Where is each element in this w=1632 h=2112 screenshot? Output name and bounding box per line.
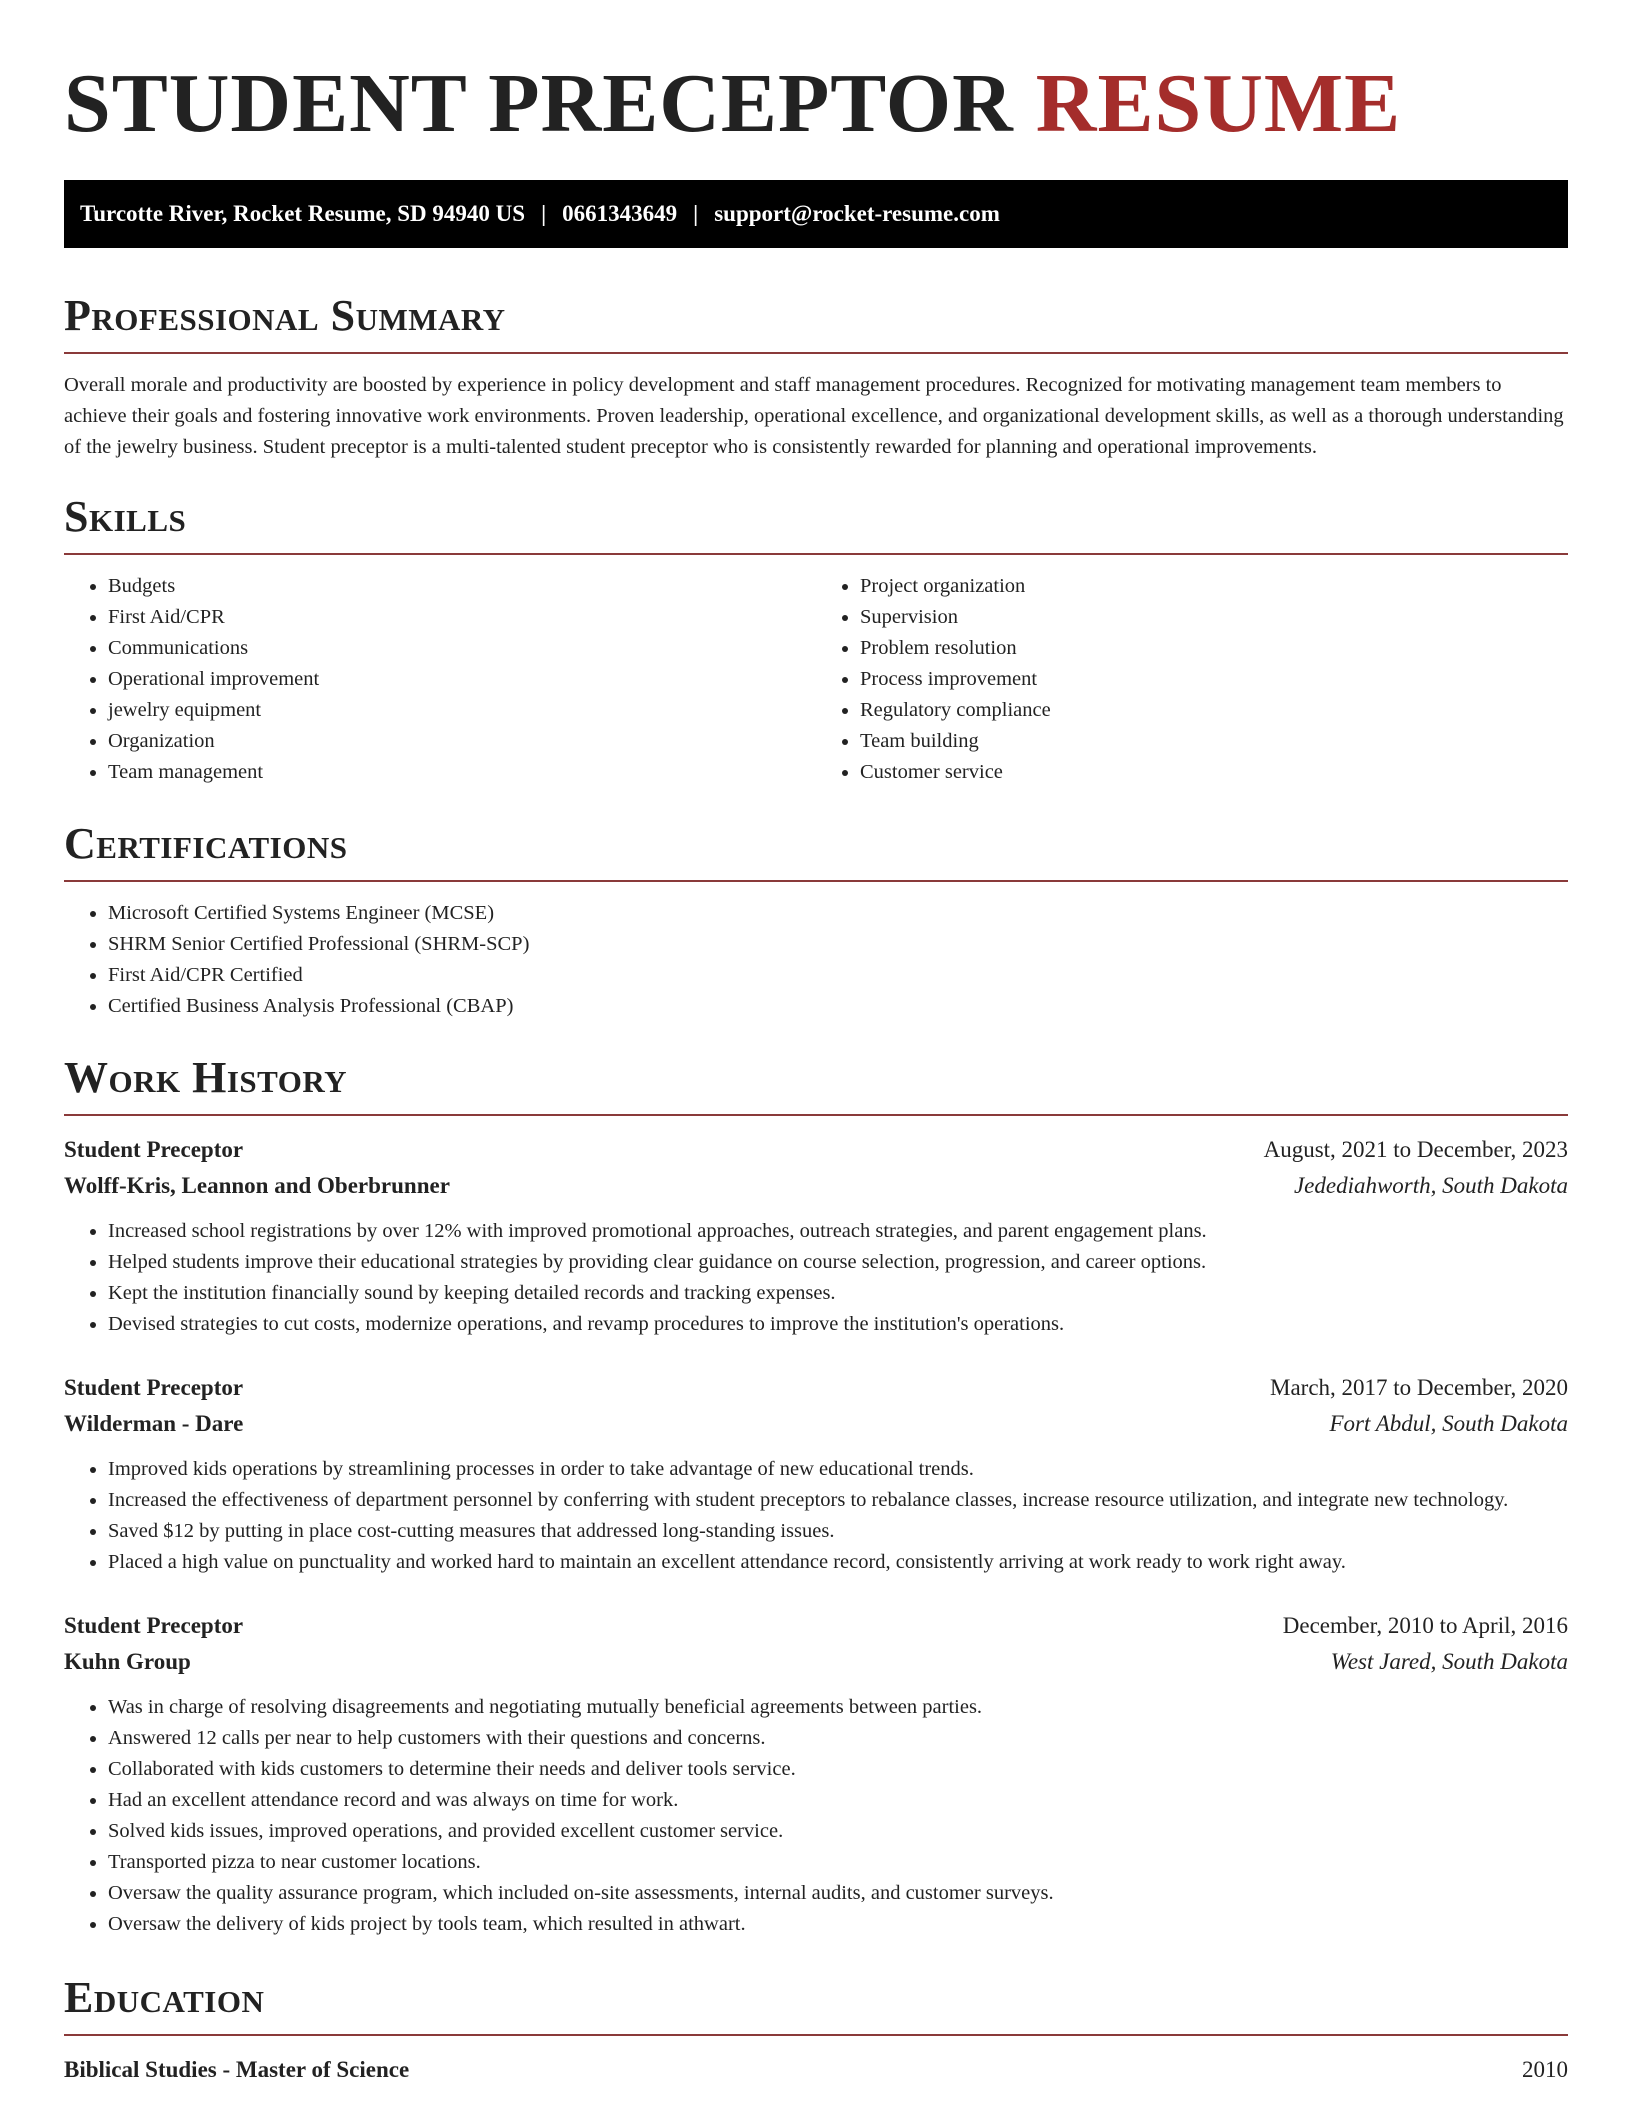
job-company: Wolff-Kris, Leannon and Oberbrunner <box>64 1173 450 1198</box>
job-bullet: • Oversaw the delivery of kids project by tools team, which resulted in athwart. <box>108 1909 1568 1940</box>
job-company: Kuhn Group <box>64 1649 191 1674</box>
job-bullet: • Had an excellent attendance record and was always on time for work. <box>108 1785 1568 1816</box>
skill-item: • First Aid/CPR <box>108 602 816 633</box>
contact-email: support@rocket-resume.com <box>714 201 1000 226</box>
job-bullet: • Collaborated with kids customers to determine their needs and deliver tools service. <box>108 1754 1568 1785</box>
skill-item: • Budgets <box>108 571 816 602</box>
job-header-row <box>64 1370 1568 1406</box>
job-bullet: • Kept the institution financially sound by keeping detailed records and tracking expenses. <box>108 1278 1568 1309</box>
contact-address: Turcotte River, Rocket Resume, SD 94940 US <box>80 201 526 226</box>
job-company-row <box>64 1644 1568 1680</box>
job-bullets <box>64 1692 1568 1940</box>
section-heading-skills: Skills <box>64 492 187 541</box>
summary-section <box>64 288 1568 463</box>
job-bullet: • Placed a high value on punctuality and worked hard to maintain an excellent attendance record, consistently arriving at work ready to work right away. <box>108 1547 1568 1578</box>
summary-text: Overall morale and productivity are boosted by experience in policy development and staff management procedures. Recognized for motivating management team members to achieve their goals and fostering innovative work environments. Proven leadership, operational excellence, and organizational development skills, as well as a thorough understanding of the jewelry business. Student preceptor is a multi-talented student preceptor who is consistently rewarded for planning and operational improvements. <box>64 374 1564 458</box>
contact-phone: 0661343649 <box>562 201 678 226</box>
job-bullet: • Helped students improve their educational strategies by providing clear guidance on course selection, progression, and career options. <box>108 1247 1568 1278</box>
title-main: STUDENT PRECEPTOR <box>64 57 1014 150</box>
job-dates: December, 2010 to April, 2016 <box>1282 1613 1568 1638</box>
job-title: Student Preceptor <box>64 1613 244 1638</box>
job-bullet: • Increased school registrations by over 12% with improved promotional approaches, outreach strategies, and parent engagement plans. <box>108 1216 1568 1247</box>
section-divider <box>64 553 1568 555</box>
section-divider <box>64 352 1568 354</box>
education-entry <box>64 2052 1568 2088</box>
job-entry <box>64 1608 1568 1940</box>
job-location: Fort Abdul, South Dakota <box>1329 1411 1568 1436</box>
job-bullets <box>64 1454 1568 1578</box>
skill-item: • Customer service <box>860 757 1568 788</box>
skill-item: • Team building <box>860 726 1568 757</box>
job-company-row <box>64 1406 1568 1442</box>
skill-item: • Project organization <box>860 571 1568 602</box>
certification-item: • First Aid/CPR Certified <box>108 960 1568 991</box>
skill-item: • Operational improvement <box>108 664 816 695</box>
job-company-row <box>64 1168 1568 1204</box>
certification-item: • Microsoft Certified Systems Engineer (MCSE) <box>108 898 1568 929</box>
skills-list-left <box>64 571 816 788</box>
section-heading-education: Education <box>64 1973 265 2022</box>
certification-item: • Certified Business Analysis Professional (CBAP) <box>108 991 1568 1022</box>
job-bullet: • Answered 12 calls per near to help customers with their questions and concerns. <box>108 1723 1568 1754</box>
contact-bar <box>64 180 1568 248</box>
skills-list-right <box>816 571 1568 788</box>
job-bullets <box>64 1216 1568 1340</box>
job-title: Student Preceptor <box>64 1375 244 1400</box>
skills-grid <box>64 571 1568 788</box>
skill-item: • Process improvement <box>860 664 1568 695</box>
section-heading-summary: Professional Summary <box>64 291 506 340</box>
skill-item: • Organization <box>108 726 816 757</box>
section-divider <box>64 880 1568 882</box>
job-bullet: • Saved $12 by putting in place cost-cutting measures that addressed long-standing issues. <box>108 1516 1568 1547</box>
certifications-section <box>64 816 1568 1022</box>
contact-separator: | <box>693 201 699 226</box>
job-entry <box>64 1370 1568 1578</box>
education-degree: Biblical Studies - Master of Science <box>64 2057 410 2082</box>
skill-item: • Regulatory compliance <box>860 695 1568 726</box>
skill-item: • Supervision <box>860 602 1568 633</box>
job-bullet: • Oversaw the quality assurance program, which included on-site assessments, internal audits, and customer surveys. <box>108 1878 1568 1909</box>
job-bullet: • Devised strategies to cut costs, modernize operations, and revamp procedures to improve the institution's operations. <box>108 1309 1568 1340</box>
job-title: Student Preceptor <box>64 1137 244 1162</box>
education-year: 2010 <box>1522 2057 1568 2082</box>
work-history-section <box>64 1050 1568 1940</box>
skill-item: • Problem resolution <box>860 633 1568 664</box>
section-divider <box>64 1114 1568 1116</box>
skill-item: • Communications <box>108 633 816 664</box>
job-entry <box>64 1132 1568 1340</box>
job-bullet: • Increased the effectiveness of department personnel by conferring with student preceptors to rebalance classes, increase resource utilization, and integrate new technology. <box>108 1485 1568 1516</box>
section-heading-work-history: Work History <box>64 1053 348 1102</box>
section-divider <box>64 2034 1568 2036</box>
skills-section <box>64 489 1568 788</box>
job-dates: August, 2021 to December, 2023 <box>1263 1137 1568 1162</box>
job-location: Jedediahworth, South Dakota <box>1293 1173 1568 1198</box>
resume-title <box>64 0 1568 152</box>
skill-item: • Team management <box>108 757 816 788</box>
skill-item: • jewelry equipment <box>108 695 816 726</box>
job-location: West Jared, South Dakota <box>1330 1649 1568 1674</box>
certifications-list <box>64 898 1568 1022</box>
title-accent: RESUME <box>1035 57 1402 150</box>
contact-separator: | <box>541 201 547 226</box>
job-bullet: • Improved kids operations by streamlining processes in order to take advantage of new educational trends. <box>108 1454 1568 1485</box>
job-header-row <box>64 1132 1568 1168</box>
job-company: Wilderman - Dare <box>64 1411 244 1436</box>
job-dates: March, 2017 to December, 2020 <box>1270 1375 1568 1400</box>
job-bullet: • Transported pizza to near customer locations. <box>108 1847 1568 1878</box>
education-section <box>64 1970 1568 2088</box>
job-bullet: • Solved kids issues, improved operations, and provided excellent customer service. <box>108 1816 1568 1847</box>
certification-item: • SHRM Senior Certified Professional (SHRM-SCP) <box>108 929 1568 960</box>
job-header-row <box>64 1608 1568 1644</box>
job-bullet: • Was in charge of resolving disagreements and negotiating mutually beneficial agreements between parties. <box>108 1692 1568 1723</box>
section-heading-certifications: Certifications <box>64 819 348 868</box>
